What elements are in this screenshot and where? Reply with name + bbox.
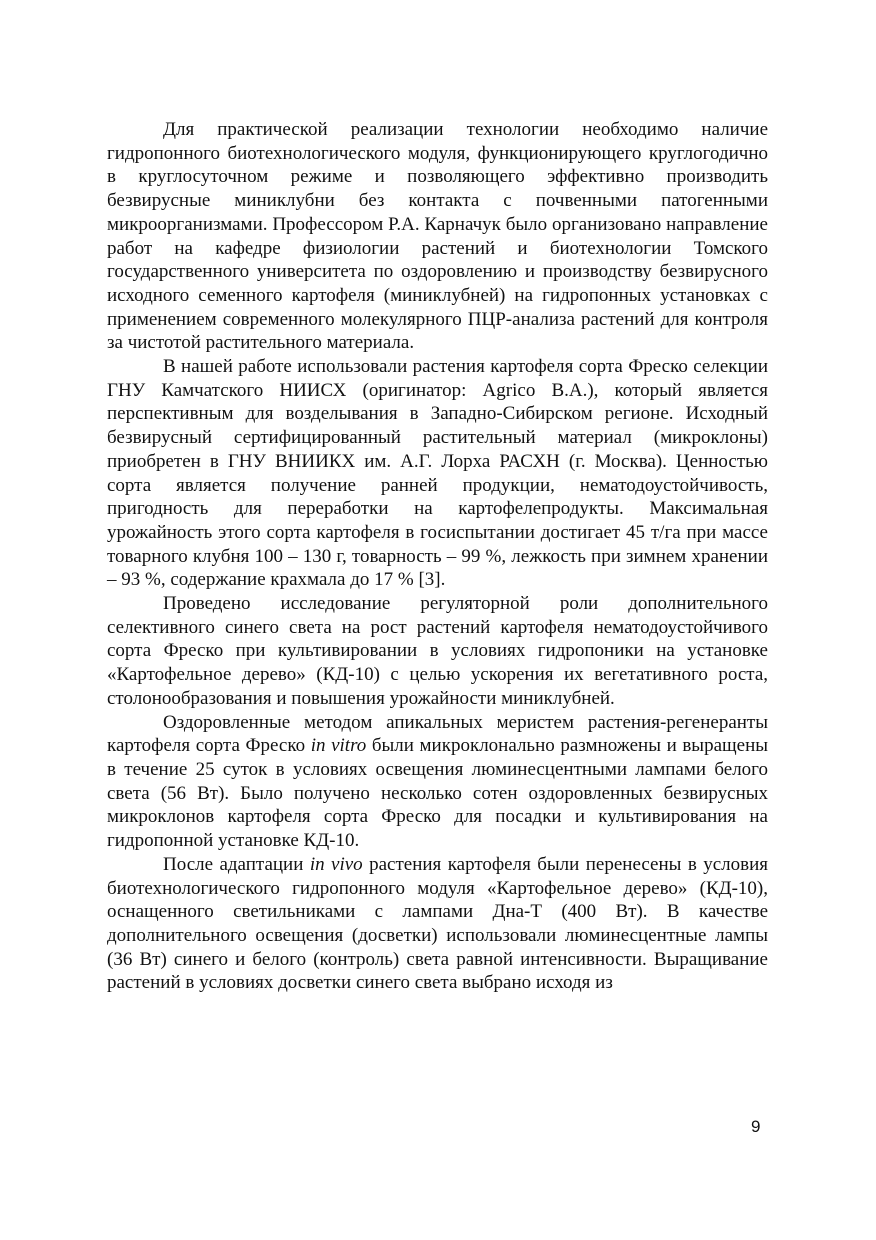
paragraph-5-text-b: растения картофеля были перенесены в условия биотехнологического гидропонного модуля «Картофельное дерево» (КД-10), оснащенного светильниками с лампами Дна-Т (400 Вт). В качестве дополнительного освещения (досветки) использовали люминесцентные лампы (36 Вт) синего и белого (контроль) света равной интенсивности. Выращивание растений в условиях досветки синего света выбрано исходя из (107, 853, 769, 994)
paragraph-1-text: Для практической реализации технологии необходимо наличие гидропонного биотехнологического модуля, функционирующего круглогодично в круглосуточном режиме и позволяющего эффективно производить безвирусные миниклубни без контакта с почвенными патогенными микроорганизмами. Профессором Р.А. Карначук было организовано направление работ на кафедре физиологии растений и биотехнологии Томского государственного университета по оздоровлению и производству безвирусного исходного семенного картофеля (миниклубней) на гидропонных установках с применением современного молекулярного ПЦР-анализа растений для контроля за чистотой растительного материала. (107, 119, 768, 354)
paragraph-4-text-b: были микроклонально размножены и выращены в течение 25 суток в условиях освещения люминесцентными лампами белого света (56 Вт). Было получено несколько сотен оздоровленных безвирусных микроклонов картофеля сорта Фреско для посадки и культивирования на гидропонной установке КД-10. (107, 735, 768, 852)
document-body (107, 118, 768, 995)
paragraph-4-text-a: Оздоровленные методом апикальных меристем растения-регенеранты картофеля сорта Фреско (107, 711, 768, 757)
paragraph-5-text-a: После адаптации (163, 853, 310, 875)
paragraph-2 (107, 355, 768, 592)
paragraph-4-italic-in-vitro: in vitro (310, 735, 367, 757)
paragraph-3 (107, 592, 768, 711)
paragraph-3-text: Проведено исследование регуляторной роли дополнительного селективного синего света на рост растений картофеля нематодоустойчивого сорта Фреско при культивировании в условиях гидропоники на установке «Картофельное дерево» (КД-10) с целью ускорения их вегетативного роста, столонообразования и повышения урожайности миниклубней. (107, 593, 768, 709)
paragraph-2-text: В нашей работе использовали растения картофеля сорта Фреско селекции ГНУ Камчатского НИИСХ (оригинатор: Agrico B.A.), который является перспективным для возделывания в Западно-Сибирском регионе. Исходный безвирусный сертифицированный растительный материал (микроклоны) приобретен в ГНУ ВНИИКХ им. А.Г. Лорха РАСХН (г. Москва). Ценностью сорта является получение ранней продукции, нематодоустойчивость, пригодность для переработки на картофелепродукты. Максимальная урожайность этого сорта картофеля в госиспытании достигает 45 т/га при массе товарного клубня 100 – 130 г, товарность – 99 %, лежкость при зимнем хранении – 93 %, содержание крахмала до 17 % [3]. (107, 356, 768, 591)
paragraph-5 (107, 853, 768, 995)
page-number: 9 (751, 1117, 761, 1136)
paragraph-1 (107, 118, 768, 355)
paragraph-4 (107, 711, 768, 853)
paragraph-5-italic-in-vivo: in vivo (309, 853, 363, 875)
